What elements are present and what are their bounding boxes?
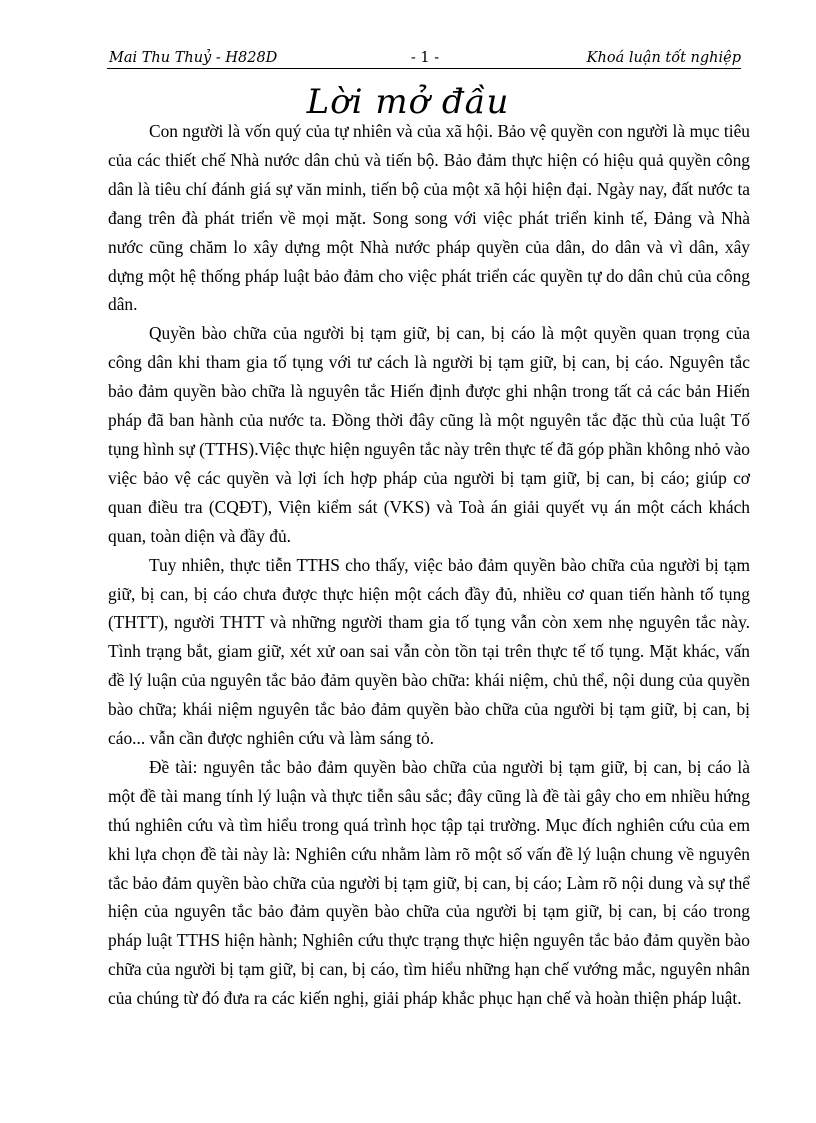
- paragraph: Con người là vốn quý của tự nhiên và của xã hội. Bảo vệ quyền con người là mục tiêu của các thiết chế Nhà nước dân chủ và tiến bộ. Bảo đảm thực hiện có hiệu quả quyền công dân là tiêu chí đánh giá sự văn minh, tiến bộ của một xã hội hiện đại. Ngày nay, đất nước ta đang trên đà phát triển về mọi mặt. Song song với việc phát triển kinh tế, Đảng và Nhà nước cũng chăm lo xây dựng một Nhà nước pháp quyền của dân, do dân và vì dân, xây dựng một hệ thống pháp luật bảo đảm cho việc phát triển các quyền tự do dân chủ của công dân.: [108, 121, 750, 315]
- paragraph: Quyền bào chữa của người bị tạm giữ, bị can, bị cáo là một quyền quan trọng của công dân khi tham gia tố tụng với tư cách là người bị tạm giữ, bị can, bị cáo. Nguyên tắc bảo đảm quyền bào chữa là nguyên tắc Hiến định được ghi nhận trong tất cả các bản Hiến pháp đã ban hành của nước ta. Đồng thời đây cũng là một nguyên tắc đặc thù của luật Tố tụng hình sự (TTHS).Việc thực hiện nguyên tắc này trên thực tế đã góp phần không nhỏ vào việc bảo vệ các quyền và lợi ích hợp pháp của người bị tạm giữ, bị can, bị cáo; giúp cơ quan điều tra (CQĐT), Viện kiểm sát (VKS) và Toà án giải quyết vụ án một cách khách quan, toàn diện và đầy đủ.: [108, 323, 750, 546]
- page-header: [107, 48, 741, 70]
- paragraph: Tuy nhiên, thực tiễn TTHS cho thấy, việc bảo đảm quyền bào chữa của người bị tạm giữ, bị can, bị cáo chưa được thực hiện một cách đầy đủ, nhiều cơ quan tiến hành tố tụng (THTT), người THTT và những người tham gia tố tụng vẫn còn xem nhẹ nguyên tắc này. Tình trạng bắt, giam giữ, xét xử oan sai vẫn còn tồn tại trên thực tế tố tụng. Mặt khác, vấn đề lý luận của nguyên tắc bảo đảm quyền bào chữa: khái niệm, chủ thể, nội dung của quyền bào chữa; khái niệm nguyên tắc bảo đảm quyền bào chữa của người bị tạm giữ, bị can, bị cáo... vẫn cần được nghiên cứu và làm sáng tỏ.: [108, 554, 750, 749]
- body-text: [108, 117, 750, 1013]
- page-number: - 1 -: [410, 50, 440, 66]
- header-document-type: Khoá luận tốt nghiệp: [586, 50, 741, 66]
- paragraph: Đề tài: nguyên tắc bảo đảm quyền bào chữa của người bị tạm giữ, bị can, bị cáo là một đề tài mang tính lý luận và thực tiễn sâu sắc; đây cũng là đề tài gây cho em nhiều hứng thú nghiên cứu và tìm hiểu trong quá trình học tập tại trường. Mục đích nghiên cứu của em khi lựa chọn đề tài này là: Nghiên cứu nhằm làm rõ một số vấn đề lý luận chung về nguyên tắc bảo đảm quyền bào chữa của người bị tạm giữ, bị can, bị cáo; Làm rõ nội dung và sự thể hiện của nguyên tắc bảo đảm quyền bào chữa của người bị tạm giữ, bị can, bị cáo trong pháp luật TTHS hiện hành; Nghiên cứu thực trạng thực hiện nguyên tắc bảo đảm quyền bào chữa của người bị tạm giữ, bị can, bị cáo, tìm hiểu những hạn chế vướng mắc, nguyên nhân của chúng từ đó đưa ra các kiến nghị, giải pháp khắc phục hạn chế và hoàn thiện pháp luật.: [108, 756, 750, 1009]
- header-divider: [107, 68, 741, 69]
- section-title: Lời mở đầu: [306, 82, 510, 122]
- header-author: Mai Thu Thuỷ - H828D: [109, 50, 278, 66]
